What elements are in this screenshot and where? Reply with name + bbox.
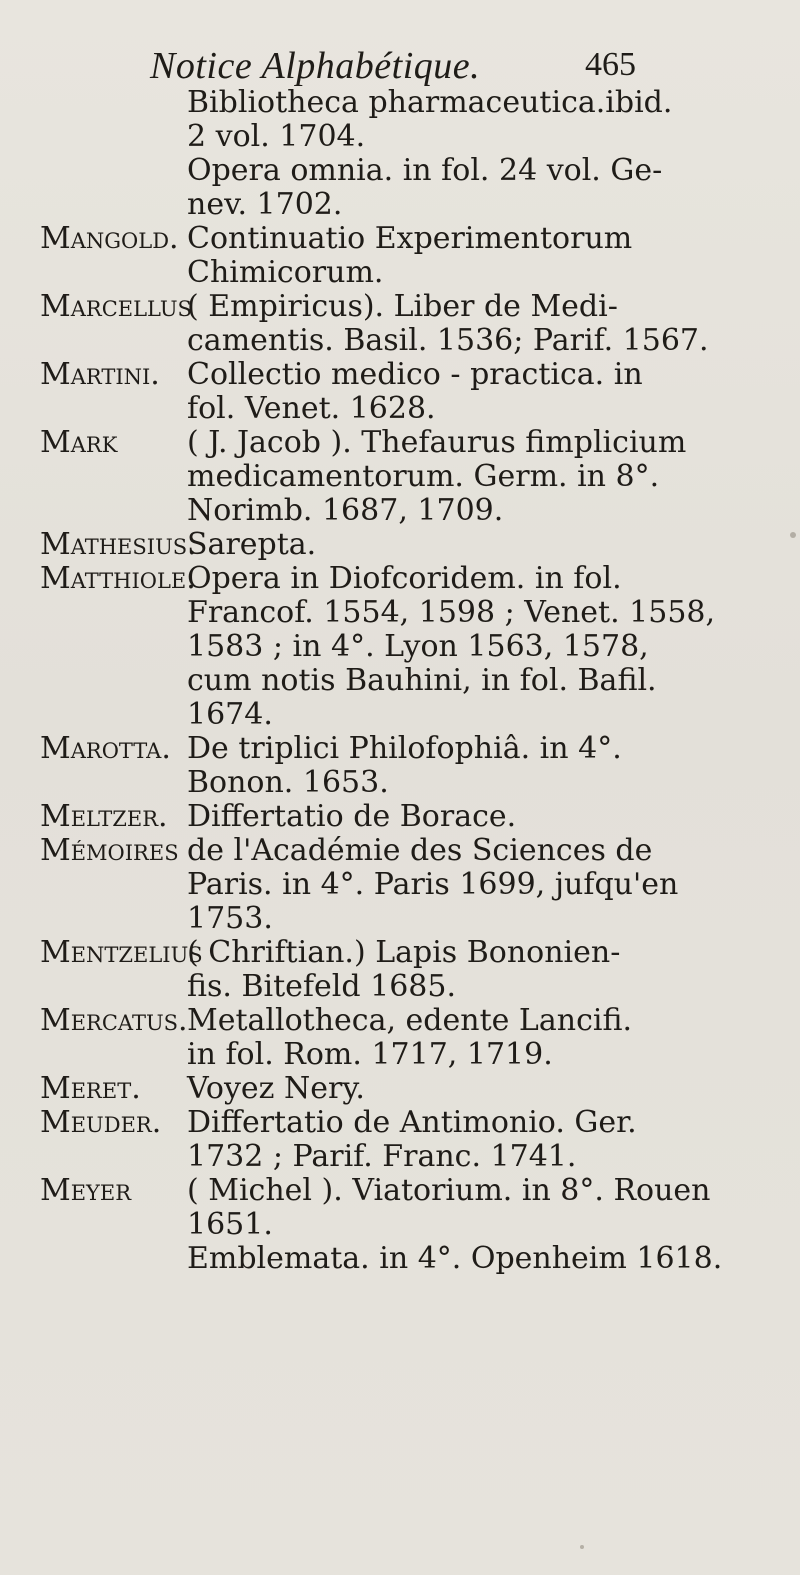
entry-line: 1674.	[187, 697, 273, 732]
entry-text	[187, 800, 787, 834]
entry-headword: Meret.	[40, 1071, 141, 1106]
entry-text	[187, 1106, 787, 1174]
entry-headword: Mercatus.	[40, 1003, 188, 1038]
entry-line: 1583 ; in 4°. Lyon 1563, 1578,	[187, 629, 649, 664]
ink-spot	[580, 1545, 584, 1549]
entry-headword: Marotta.	[40, 731, 171, 766]
entry-row	[0, 1072, 800, 1106]
entry-row	[0, 290, 800, 358]
entry-line: camentis. Basil. 1536; Parif. 1567.	[187, 323, 709, 358]
entry-line: Norimb. 1687, 1709.	[187, 493, 504, 528]
ink-spot	[790, 532, 796, 538]
entry-line: 2 vol. 1704.	[187, 119, 366, 154]
entry-text	[187, 86, 787, 154]
entry-row	[0, 528, 800, 562]
entry-line: 1753.	[187, 901, 273, 936]
entry-headword: Mangold.	[40, 221, 179, 256]
entry-line: Voyez Nery.	[187, 1071, 365, 1106]
entry-headword: Meltzer.	[40, 799, 168, 834]
entry-headword: Meuder.	[40, 1105, 162, 1140]
entry-row	[0, 154, 800, 222]
entry-headword: Meyer	[40, 1173, 132, 1208]
entry-line: nev. 1702.	[187, 187, 343, 222]
entry-row	[0, 562, 800, 732]
entry-text	[187, 1174, 787, 1276]
entry-line: fis. Bitefeld 1685.	[187, 969, 457, 1004]
entry-line: in fol. Rom. 1717, 1719.	[187, 1037, 553, 1072]
running-title: Notice Alphabétique.	[150, 45, 481, 87]
entry-line: cum notis Bauhini, in fol. Bafil.	[187, 663, 657, 698]
entry-headword: Mathesius.	[40, 527, 197, 562]
entry-line: de l'Académie des Sciences de	[187, 833, 653, 868]
entry-row	[0, 936, 800, 1004]
entry-text	[187, 154, 787, 222]
entry-text	[187, 528, 787, 562]
entry-line: Metallotheca, edente Lancifi.	[187, 1003, 633, 1038]
entry-row	[0, 222, 800, 290]
entry-line: Paris. in 4°. Paris 1699, jufqu'en	[187, 867, 679, 902]
entry-line: Chimicorum.	[187, 255, 384, 290]
entry-line: Continuatio Experimentorum	[187, 221, 633, 256]
entry-line: Differtatio de Antimonio. Ger.	[187, 1105, 637, 1140]
entry-line: Bonon. 1653.	[187, 765, 389, 800]
entry-line: fol. Venet. 1628.	[187, 391, 436, 426]
entry-headword: Marcellus	[40, 289, 192, 324]
entry-text	[187, 1004, 787, 1072]
entry-line: ( Chriftian.) Lapis Bononien-	[187, 935, 621, 970]
entry-list	[0, 86, 800, 1276]
entry-line: Bibliotheca pharmaceutica.ibid.	[187, 85, 673, 120]
entry-line: Sarepta.	[187, 527, 317, 562]
entry-line: ( J. Jacob ). Thefaurus fimplicium	[187, 425, 687, 460]
page-number: 465	[585, 46, 636, 83]
entry-line: Opera in Diofcoridem. in fol.	[187, 561, 622, 596]
entry-text	[187, 1072, 787, 1106]
entry-line: 1651.	[187, 1207, 273, 1242]
entry-row	[0, 800, 800, 834]
entry-text	[187, 732, 787, 800]
entry-text	[187, 358, 787, 426]
entry-line: ( Empiricus). Liber de Medi-	[187, 289, 618, 324]
entry-line: De triplici Philofophiâ. in 4°.	[187, 731, 622, 766]
entry-text	[187, 222, 787, 290]
entry-text	[187, 936, 787, 1004]
entry-text	[187, 426, 787, 528]
entry-row	[0, 426, 800, 528]
entry-row	[0, 732, 800, 800]
entry-line: 1732 ; Parif. Franc. 1741.	[187, 1139, 577, 1174]
entry-text	[187, 562, 787, 732]
entry-line: Francof. 1554, 1598 ; Venet. 1558,	[187, 595, 716, 630]
entry-headword: Martini.	[40, 357, 160, 392]
entry-row	[0, 358, 800, 426]
entry-line: medicamentorum. Germ. in 8°.	[187, 459, 660, 494]
entry-row	[0, 834, 800, 936]
entry-headword: Mémoires	[40, 833, 179, 868]
entry-headword: Mark	[40, 425, 118, 460]
entry-line: Opera omnia. in fol. 24 vol. Ge-	[187, 153, 663, 188]
entry-headword: Matthiole.	[40, 561, 196, 596]
entry-row	[0, 1174, 800, 1276]
entry-row	[0, 1004, 800, 1072]
entry-text	[187, 290, 787, 358]
entry-line: ( Michel ). Viatorium. in 8°. Rouen	[187, 1173, 711, 1208]
entry-line: Differtatio de Borace.	[187, 799, 517, 834]
entry-headword: Mentzelius	[40, 935, 203, 970]
entry-line: Emblemata. in 4°. Openheim 1618.	[187, 1241, 723, 1276]
entry-row	[0, 86, 800, 154]
entry-text	[187, 834, 787, 936]
entry-line: Collectio medico - practica. in	[187, 357, 643, 392]
entry-row	[0, 1106, 800, 1174]
